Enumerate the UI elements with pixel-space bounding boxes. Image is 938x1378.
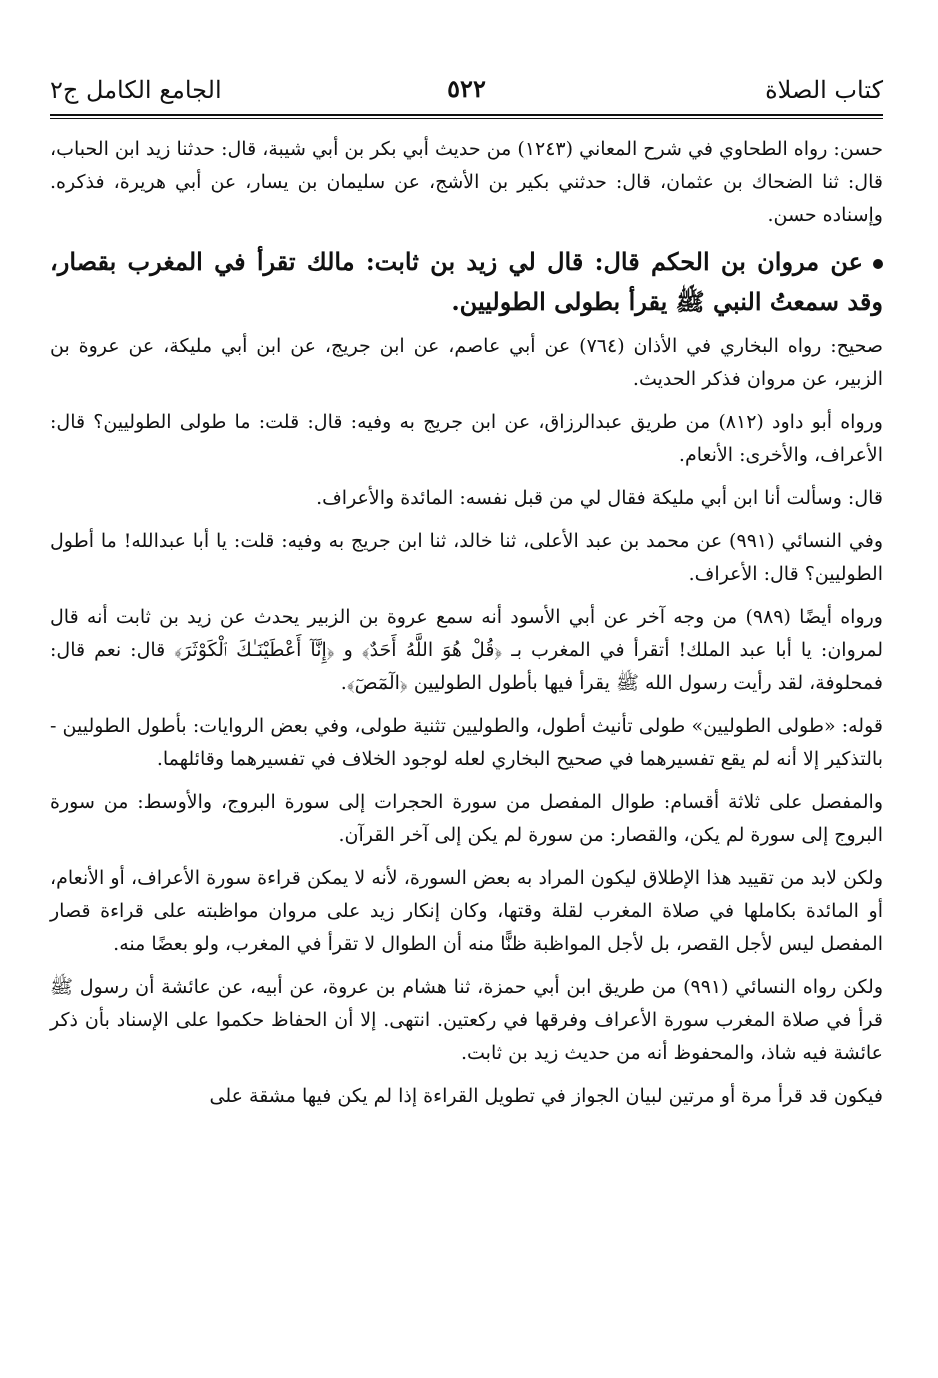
paragraph-nasai-aisha: ولكن رواه النسائي (٩٩١) من طريق ابن أبي حمزة، ثنا هشام بن عروة، عن أبيه، عن عائشة أن رسول ﷺ قرأ في صلاة المغرب سورة الأعراف وفرقها في ركعتين. انتهى. إلا أن الحفاظ حكموا على الإسناد بأن ذكر عائشة فيه شاذ، والمحفوظ أنه من حديث زيد بن ثابت. (50, 976, 883, 1064)
hadith-body: عن مروان بن الحكم قال: قال لي زيد بن ثابت: مالك تقرأ في المغرب بقصار، وقد سمعتُ النبي ﷺ يقرأ بطولى الطوليين. (50, 247, 883, 316)
paragraph-final: فيكون قد قرأ مرة أو مرتين لبيان الجواز في تطويل القراءة إذا لم يكن فيها مشقة على (209, 1085, 883, 1107)
paragraph-nasai-1: وفي النسائي (٩٩١) عن محمد بن عبد الأعلى، ثنا خالد، ثنا ابن جريج به وفيه: قلت: يا أبا عبدالله! ما أطول الطوليين؟ قال: الأعراف. (50, 530, 883, 585)
paragraph-ibn-abi-mulayka: قال: وسألت أنا ابن أبي مليكة فقال لي من قبل نفسه: المائدة والأعراف. (316, 487, 883, 509)
page-number: ٥٢٢ (447, 74, 486, 103)
paragraph-nasai-2: ورواه أيضًا (٩٨٩) من وجه آخر عن أبي الأسود أنه سمع عروة بن الزبير يحدث عن زيد بن ثابت أنه قال لمروان: يا أبا عبد الملك! أتقرأ في المغرب بـ ﴿قُلْ هُوَ اللَّهُ أَحَدٌ﴾ و ﴿إِنَّآ أَعْطَيْنَـٰكَ ٱلْكَوْثَرَ﴾ قال: نعم قال: فمحلوفة، لقد رأيت رسول الله ﷺ يقرأ فيها بأطول الطوليين ﴿الٓمٓصٓ﴾. (50, 606, 883, 694)
paragraph-mufassal: والمفصل على ثلاثة أقسام: طوال المفصل من سورة الحجرات إلى سورة البروج، والأوسط: من سورة البروج إلى سورة لم يكن، والقصار: من سورة لم يكن إلى آخر القرآن. (50, 791, 883, 846)
volume-title: الجامع الكامل ج٢ (50, 76, 222, 104)
page-header (50, 70, 883, 114)
hadith-text (50, 242, 883, 322)
paragraph-taqyid: ولكن لابد من تقييد هذا الإطلاق ليكون المراد به بعض السورة، لأنه لا يمكن قراءة سورة الأعراف، أو الأنعام، أو المائدة بكاملها في صلاة المغرب لقلة وقتها، وكان إنكار زيد على مروان مواظبته على قراءة قصار المفصل ليس لأجل القصر، بل لأجل المواظبة ظنًّا منه أن الطوال لا تقرأ في المغرب، ولو بعضًا منه. (50, 867, 883, 955)
document-page (50, 70, 883, 1358)
paragraph-commentary: قوله: «طولى الطوليين» طولى تأنيث أطول، والطوليين تثنية طولى، وفي بعض الروايات: بأطول الطوليين - بالتذكير إلا أنه لم يقع تفسيرهما في صحيح البخاري لعله لوجود الخلاف في تفسيرهما وقائلهما. (50, 715, 883, 770)
paragraph-abu-dawud: ورواه أبو داود (٨١٢) من طريق عبدالرزاق، عن ابن جريج به وفيه: قال: قلت: ما طولى الطوليين؟ قال: الأعراف، والأخرى: الأنعام. (50, 411, 883, 466)
paragraph-hasan-note: حسن: رواه الطحاوي في شرح المعاني (١٢٤٣) من حديث أبي بكر بن أبي شيبة، قال: حدثنا زيد ابن الحباب، قال: ثنا الضحاك بن عثمان، قال: حدثني بكير بن الأشج، عن سليمان بن يسار، عن أبي هريرة، فذكره. وإسناده حسن. (50, 138, 883, 226)
book-title: كتاب الصلاة (765, 76, 883, 104)
paragraph-sahih-note: صحيح: رواه البخاري في الأذان (٧٦٤) عن أبي عاصم، عن ابن جريج، عن ابن أبي مليكة، عن عروة بن الزبير، عن مروان فذكر الحديث. (50, 335, 883, 390)
bullet-icon (873, 259, 883, 269)
page-body (50, 133, 883, 1113)
header-rule (50, 114, 883, 119)
